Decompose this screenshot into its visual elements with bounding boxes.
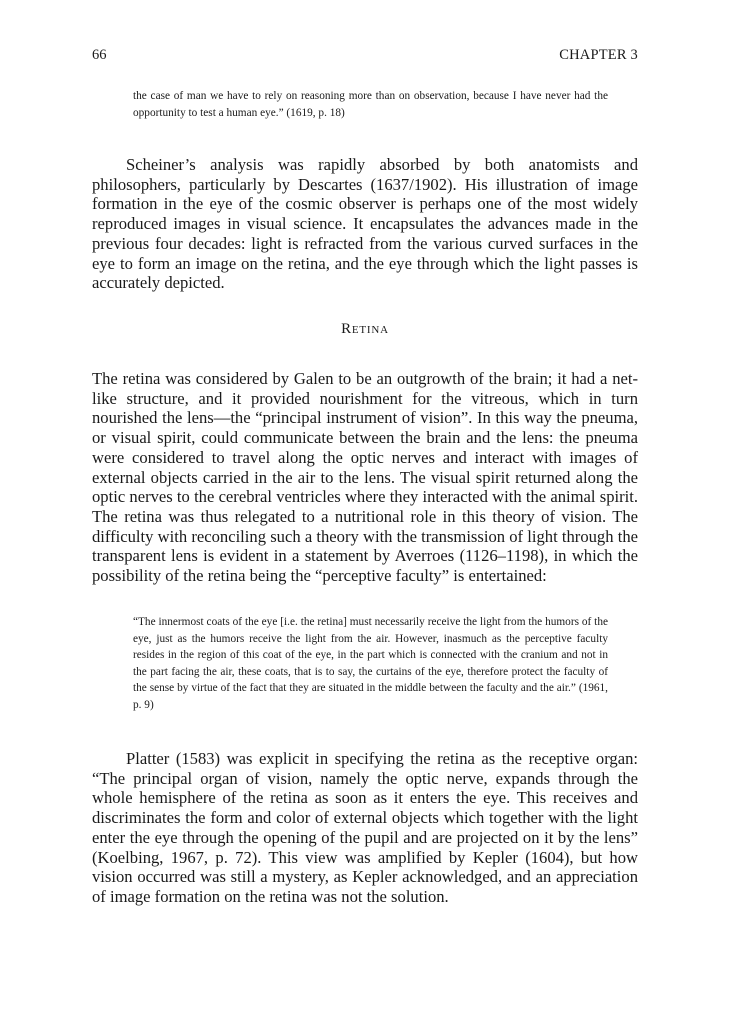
paragraph-platter: Platter (1583) was explicit in specifying the retina as the receptive organ: “The principal organ of vision, namely the optic nerve, expands through the whole hemisphere of the retina as soon as it enters the eye. This receives and discriminates the form and color of external objects which together with the light enter the eye through the opening of the pupil and are projected on it by the lens” (Koelbing, 1967, p. 72). This view was amplified by Kepler (1604), but how vision occurred was still a mystery, as Kepler acknowledged, and an appreciation of image formation on the retina was not the solution. — [92, 749, 638, 906]
block-quote-scheiner: the case of man we have to rely on reasoning more than on observation, because I have never had the opportunity to test a human eye.” (1619, p. 18) — [133, 90, 608, 119]
running-head: CHAPTER 3 — [559, 47, 638, 63]
section-heading-retina: Retina — [341, 321, 389, 337]
paragraph-descartes: Scheiner’s analysis was rapidly absorbed by both anatomists and philosophers, particularly by Descartes (1637/1902). His illustration of image formation in the eye of the cosmic observer is perhaps one of the most widely reproduced images in visual science. It encapsulates the advances made in the previous four decades: light is refracted from the various curved surfaces in the eye to form an image on the retina, and the eye through which the light passes is accurately depicted. — [92, 155, 638, 293]
block-quote-averroes: “The innermost coats of the eye [i.e. the retina] must necessarily receive the light from the humors of the eye, just as the humors receive the light from the air. However, inasmuch as the perceptive faculty resides in the region of this coat of the eye, in the part which is connected with the cranium and not in the part facing the air, these coats, that is to say, the curtains of the eye, therefore protect the faculty of the sense by virtue of the fact that they are situated in the middle between the faculty and the air.” (1961, p. 9) — [133, 616, 608, 711]
page-number: 66 — [92, 47, 107, 63]
paragraph-galen: The retina was considered by Galen to be an outgrowth of the brain; it had a net-like structure, and it provided nourishment for the vitreous, which in turn nourished the lens—the “principal instrument of vision”. In this way the pneuma, or visual spirit, could communicate between the brain and the lens: the pneuma were considered to travel along the optic nerves and interact with images of external objects carried in the air to the lens. The visual spirit returned along the optic nerves to the cerebral ventricles where they interacted with the animal spirit. The retina was thus relegated to a nutritional role in this theory of vision. The difficulty with reconciling such a theory with the transmission of light through the transparent lens is evident in a statement by Averroes (1126–1198), in which the possibility of the retina being the “perceptive faculty” is entertained: — [92, 369, 638, 586]
page-header — [92, 47, 638, 67]
